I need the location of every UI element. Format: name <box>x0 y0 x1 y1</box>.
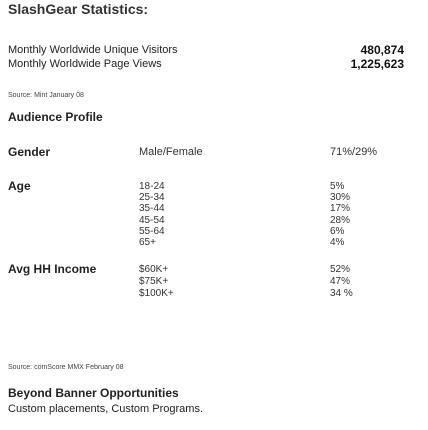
income-percentage: 34 % <box>330 288 353 299</box>
age-range: 45-54 <box>139 215 165 226</box>
age-range: 35-44 <box>139 203 165 214</box>
age-range: 55-64 <box>139 226 165 237</box>
age-percentage: 6% <box>330 226 345 237</box>
page-title: SlashGear Statistics: <box>8 1 149 17</box>
age-label: Age <box>8 179 31 193</box>
age-range: 65+ <box>139 237 156 248</box>
gender-value: Male/Female <box>139 146 203 158</box>
income-range: $60K+ <box>139 264 169 275</box>
income-percentage: 52% <box>330 264 351 275</box>
audience-profile-heading: Audience Profile <box>8 110 103 124</box>
source-note-mint: Source: Mint January 08 <box>8 92 84 99</box>
income-range: $75K+ <box>139 276 169 287</box>
income-percentage: 47% <box>330 276 351 287</box>
age-range: 25-34 <box>139 192 165 203</box>
beyond-banner-heading: Beyond Banner Opportunities <box>8 386 179 400</box>
stat-label-page-views: Monthly Worldwide Page Views <box>8 58 162 70</box>
age-range: 18-24 <box>139 181 165 192</box>
gender-percentage: 71%/29% <box>330 146 378 158</box>
age-percentage: 30% <box>330 192 351 203</box>
stat-value-unique-visitors: 480,874 <box>360 43 404 57</box>
income-label: Avg HH Income <box>8 262 97 276</box>
age-percentage: 28% <box>330 215 351 226</box>
age-percentage: 17% <box>330 203 351 214</box>
income-range: $100K+ <box>139 288 174 299</box>
stat-label-unique-visitors: Monthly Worldwide Unique Visitors <box>8 44 178 56</box>
age-percentage: 4% <box>330 237 345 248</box>
gender-label: Gender <box>8 145 51 159</box>
source-note-comscore: Source: comScore MMX February 08 <box>8 364 124 371</box>
beyond-banner-text: Custom placements, Custom Programs. <box>8 403 204 415</box>
stat-value-page-views: 1,225,623 <box>350 57 404 71</box>
age-percentage: 5% <box>330 181 345 192</box>
